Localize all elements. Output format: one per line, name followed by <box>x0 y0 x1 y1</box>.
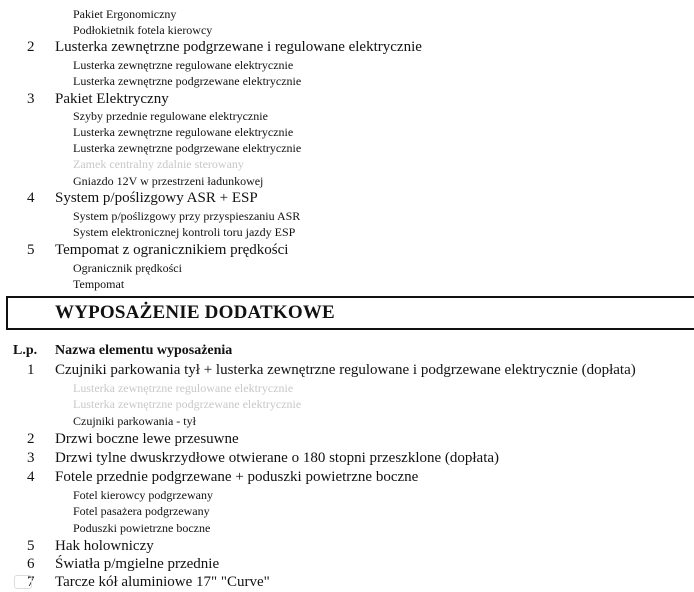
sub-item: System p/poślizgowy przy przyspieszaniu ASR <box>73 209 301 223</box>
item-title: Światła p/mgielne przednie <box>55 556 220 572</box>
sub-item: Czujniki parkowania - tył <box>73 414 196 428</box>
item-number: 6 <box>27 556 35 572</box>
item-number: 5 <box>27 242 35 258</box>
item-title: Drzwi tylne dwuskrzydłowe otwierane o 180 stopni przeszklone (dopłata) <box>55 450 500 466</box>
sub-item: Lusterka zewnętrzne podgrzewane elektrycznie <box>73 141 302 155</box>
item-title: Drzwi boczne lewe przesuwne <box>55 431 239 447</box>
sub-item: Szyby przednie regulowane elektrycznie <box>73 109 268 123</box>
sub-item: Pakiet Ergonomiczny <box>73 7 177 21</box>
item-title: System p/poślizgowy ASR + ESP <box>55 190 258 206</box>
sub-item: Fotel pasażera podgrzewany <box>73 504 210 518</box>
item-number: 5 <box>27 538 35 554</box>
item-number: 1 <box>27 362 35 378</box>
item-number: 2 <box>27 39 35 55</box>
item-number: 7 <box>27 574 35 590</box>
item-title: Tempomat z ogranicznikiem prędkości <box>55 242 289 258</box>
column-header-name: Nazwa elementu wyposażenia <box>55 343 233 358</box>
item-number: 3 <box>27 450 35 466</box>
sub-item: Podłokietnik fotela kierowcy <box>73 23 213 37</box>
sub-item: Ogranicznik prędkości <box>73 261 182 275</box>
item-title: Pakiet Elektryczny <box>55 91 169 107</box>
item-title: Fotele przednie podgrzewane + poduszki powietrzne boczne <box>55 469 419 485</box>
item-title: Hak holowniczy <box>55 538 154 554</box>
sub-item-faded: Lusterka zewnętrzne regulowane elektrycznie <box>73 381 294 395</box>
item-number: 3 <box>27 91 35 107</box>
sub-item: System elektronicznej kontroli toru jazdy ESP <box>73 225 296 239</box>
item-number: 2 <box>27 431 35 447</box>
item-title: Lusterka zewnętrzne podgrzewane i regulowane elektrycznie <box>55 39 422 55</box>
sub-item: Poduszki powietrzne boczne <box>73 521 211 535</box>
sub-item-faded: Lusterka zewnętrzne podgrzewane elektrycznie <box>73 397 302 411</box>
sub-item: Tempomat <box>73 277 125 291</box>
sub-item: Lusterka zewnętrzne regulowane elektrycznie <box>73 125 294 139</box>
sub-item: Lusterka zewnętrzne regulowane elektrycznie <box>73 58 294 72</box>
sub-item: Gniazdo 12V w przestrzeni ładunkowej <box>73 174 264 188</box>
column-header-lp: L.p. <box>13 343 38 358</box>
item-number: 4 <box>27 190 35 206</box>
sub-item: Lusterka zewnętrzne podgrzewane elektrycznie <box>73 74 302 88</box>
sub-item-faded: Zamek centralny zdalnie sterowany <box>73 157 244 171</box>
watermark-logo-icon <box>14 575 32 589</box>
section-title: WYPOSAŻENIE DODATKOWE <box>55 302 335 323</box>
sub-item: Fotel kierowcy podgrzewany <box>73 488 213 502</box>
item-number: 4 <box>27 469 35 485</box>
item-title: Czujniki parkowania tył + lusterka zewnętrzne regulowane i podgrzewane elektrycznie (dopłata) <box>55 362 636 378</box>
item-title: Tarcze kół aluminiowe 17" "Curve" <box>55 574 270 590</box>
